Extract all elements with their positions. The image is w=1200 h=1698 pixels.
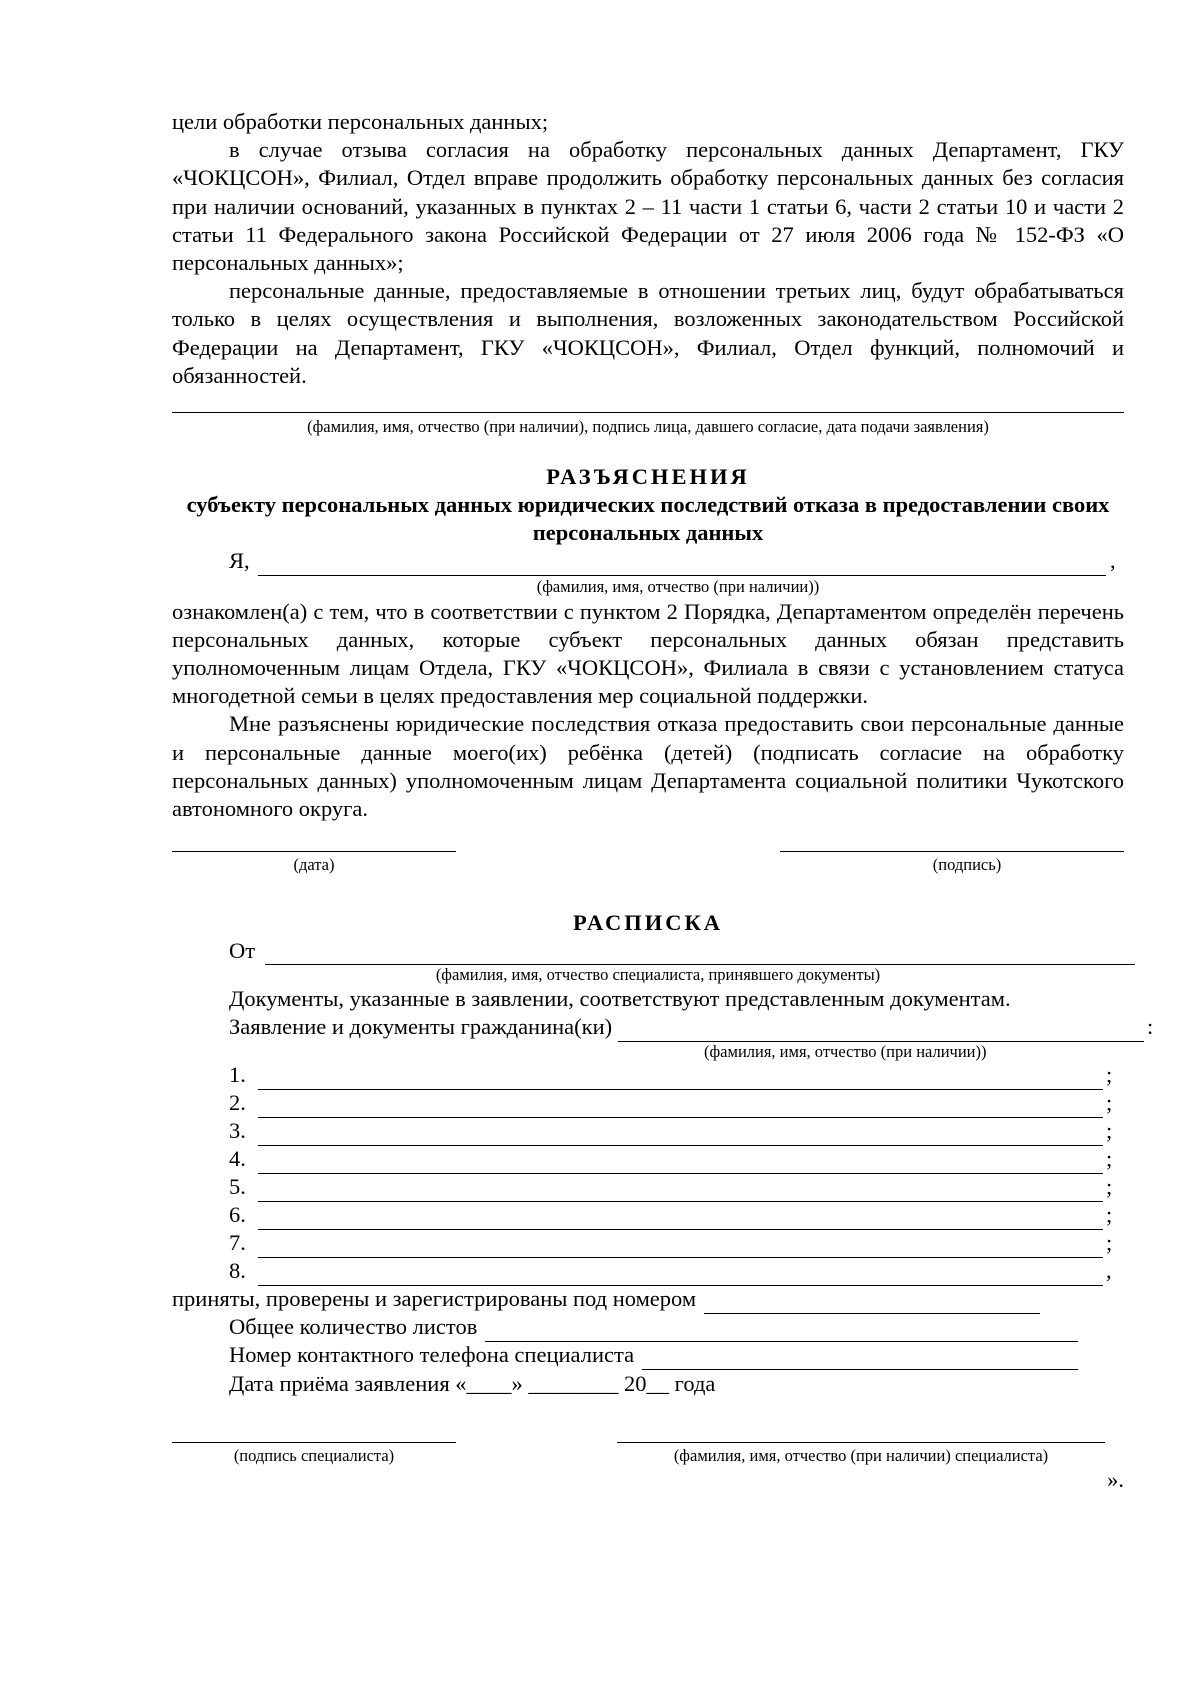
receipt-title: РАСПИСКА	[572, 910, 724, 936]
list-item: 6. ;	[229, 1202, 1124, 1230]
consent-third-parties-paragraph: персональные данные, предоставляемые в отношении третьих лиц, будут обрабатываться только в целях осуществления и выполнения, возложенных законодательством Российской Федерации на Департамент, ГКУ «ЧОКЦСОН», Филиал, Отдел функций, полномочий и обязанностей.	[172, 278, 1124, 388]
specialist-caption: (фамилия, имя, отчество специалиста, принявшего документы)	[435, 965, 881, 985]
sheets-row	[172, 1314, 1078, 1342]
closing-quote: ».	[1107, 1466, 1124, 1492]
signature-line[interactable]	[780, 851, 1124, 852]
documents-match-line: Документы, указанные в заявлении, соответствуют представленным документам.	[229, 986, 1011, 1012]
sheets-label: Общее количество листов	[229, 1314, 478, 1340]
consent-signature-line	[172, 412, 1124, 413]
specialist-signature-line[interactable]	[172, 1442, 456, 1443]
document-page	[172, 108, 1154, 1492]
citizen-caption: (фамилия, имя, отчество (при наличии))	[704, 1041, 987, 1061]
list-item: 3. ;	[229, 1118, 1124, 1146]
list-item-field[interactable]	[258, 1124, 1103, 1146]
registered-label: приняты, проверены и зарегистрированы под номером	[172, 1286, 697, 1312]
document-list	[172, 1062, 1124, 1286]
phone-row	[172, 1342, 1078, 1370]
list-item: 4. ;	[229, 1146, 1124, 1174]
consent-goals-line: цели обработки персональных данных;	[172, 109, 549, 134]
explanations-name-field[interactable]	[258, 554, 1106, 576]
registered-row	[172, 1286, 1040, 1314]
list-item-field[interactable]	[258, 1264, 1103, 1286]
explanations-name-row	[172, 548, 1124, 576]
list-item: 8. ,	[229, 1258, 1124, 1286]
explanations-explained-paragraph: Мне разъяснены юридические последствия отказа предоставить свои персональные данные и персональные данные моего(их) ребёнка (детей) (подписать согласие на обработку персональных данных) уполномоченным лицам Департамента социальной политики Чукотского автономного округа.	[172, 711, 1124, 822]
list-item-field[interactable]	[258, 1208, 1103, 1230]
consent-signature-caption: (фамилия, имя, отчество (при наличии), подпись лица, давшего согласие, дата подачи заявления)	[307, 417, 989, 437]
signature-caption: (подпись)	[932, 855, 1002, 875]
explanations-signature-block	[172, 835, 1124, 887]
application-label: Заявление и документы гражданина(ки)	[229, 1014, 613, 1040]
explanations-name-caption: (фамилия, имя, отчество (при наличии))	[536, 576, 820, 596]
phone-field[interactable]	[642, 1348, 1078, 1370]
receipt-signature-block	[172, 1432, 1124, 1492]
list-item: 2. ;	[229, 1090, 1124, 1118]
receipt-date-line: Дата приёма заявления «____» ________ 20__ года	[229, 1370, 716, 1396]
colon: :	[1147, 1014, 1154, 1040]
explanations-title: РАЗЪЯСНЕНИЯ	[546, 464, 750, 490]
explanations-subtitle: субъекту персональных данных юридических последствий отказа в предоставлении своих персональных данных	[186, 492, 1110, 546]
explanations-acquainted-paragraph: ознакомлен(а) с тем, что в соответствии с пунктом 2 Порядка, Департаментом определён перечень персональных данных, которые субъект персональных данных обязан представить уполномоченным лицам Отдела, ГКУ «ЧОКЦСОН», Филиала в связи с установлением статуса многодетной семьи в целях предоставления мер социальной поддержки.	[172, 598, 1124, 709]
from-label: От	[229, 938, 256, 964]
phone-label: Номер контактного телефона специалиста	[229, 1342, 635, 1368]
date-line[interactable]	[172, 851, 456, 852]
list-item: 7. ;	[229, 1230, 1124, 1258]
list-item-field[interactable]	[258, 1096, 1103, 1118]
specialist-name-line[interactable]	[617, 1442, 1105, 1443]
registration-number-field[interactable]	[704, 1292, 1040, 1314]
list-item-field[interactable]	[258, 1180, 1103, 1202]
receipt-from-row	[172, 937, 1135, 965]
list-item: 5. ;	[229, 1174, 1124, 1202]
sheets-count-field[interactable]	[485, 1320, 1078, 1342]
specialist-signature-caption: (подпись специалиста)	[233, 1445, 395, 1465]
date-caption: (дата)	[293, 855, 335, 875]
specialist-name-caption: (фамилия, имя, отчество (при наличии) специалиста)	[673, 1445, 1049, 1465]
list-item: 1. ;	[229, 1062, 1124, 1090]
list-item-field[interactable]	[258, 1236, 1103, 1258]
application-row	[172, 1014, 1157, 1042]
citizen-name-field[interactable]	[618, 1020, 1144, 1042]
i-label: Я,	[229, 548, 250, 574]
specialist-name-field[interactable]	[265, 943, 1135, 965]
list-item-field[interactable]	[258, 1068, 1103, 1090]
list-item-field[interactable]	[258, 1152, 1103, 1174]
consent-revocation-paragraph: в случае отзыва согласия на обработку персональных данных Департамент, ГКУ «ЧОКЦСОН», Филиал, Отдел вправе продолжить обработку персональных данных без согласия при наличии оснований, указанных в пунктах 2 – 11 части 1 статьи 6, части 2 статьи 10 и части 2 статьи 11 Федерального закона Российской Федерации от 27 июля 2006 года № 152-ФЗ «О персональных данных»;	[172, 137, 1124, 276]
comma: ,	[1110, 548, 1116, 574]
